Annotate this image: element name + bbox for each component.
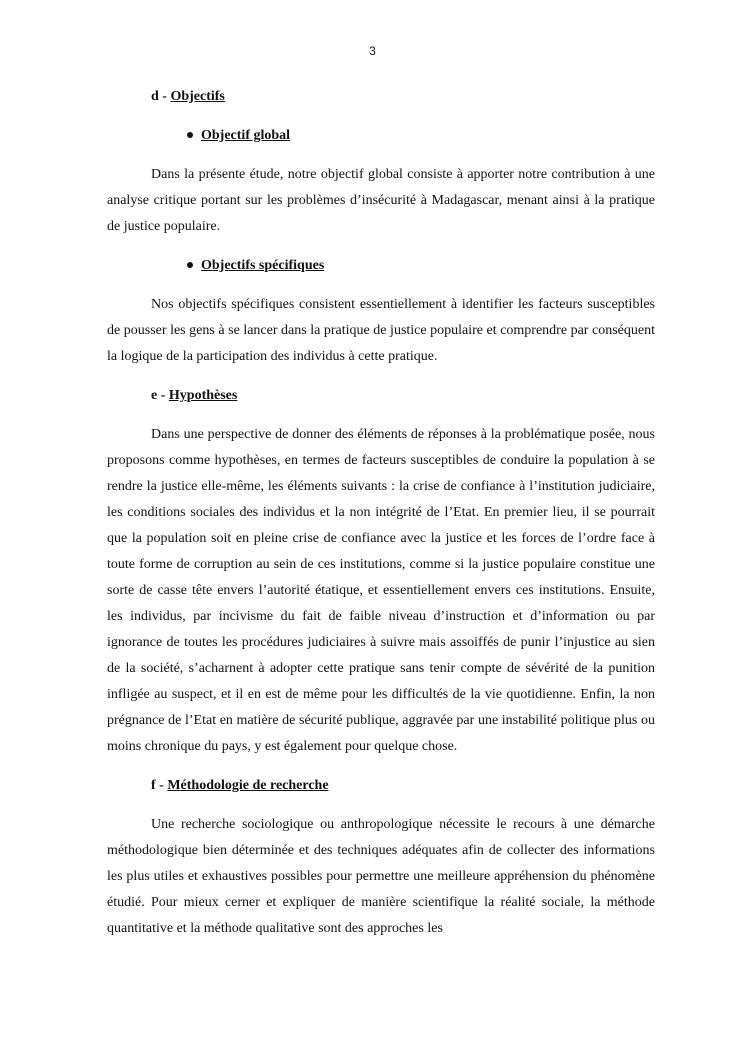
section-d-heading — [107, 84, 655, 110]
objectifs-specifiques-paragraph: Nos objectifs spécifiques consistent essentiellement à identifier les facteurs susceptibles de pousser les gens à se lancer dans la pratique de justice populaire et comprendre par conséquent la logique de la participation des individus à cette pratique. — [107, 297, 655, 364]
section-d-prefix: d - — [151, 89, 171, 104]
methodologie-paragraph: Une recherche sociologique ou anthropologique nécessite le recours à une démarche méthodologique bien déterminée et des techniques adéquates afin de collecter des informations les plus utiles et exhaustives possibles pour permettre une meilleure appréhension du phénomène étudié. Pour mieux cerner et expliquer de manière scientifique la réalité sociale, la méthode quantitative et la méthode qualitative sont des approches les — [107, 817, 655, 936]
objectif-global-heading — [107, 123, 655, 149]
section-e-heading — [107, 383, 655, 409]
section-e-prefix: e - — [151, 388, 169, 403]
section-f-prefix: f - — [151, 778, 168, 793]
section-f-heading — [107, 773, 655, 799]
section-e-title: Hypothèses — [168, 388, 238, 403]
section-d-title: Objectifs — [170, 89, 225, 104]
hypotheses-paragraph: Dans une perspective de donner des éléments de réponses à la problématique posée, nous proposons comme hypothèses, en termes de facteurs susceptibles de conduire la population à se rendre la justice elle-même, les éléments suivants : la crise de confiance à l’institution judiciaire, les conditions sociales des individus et la non intégrité de l’Etat. En premier lieu, il se pourrait que la population soit en pleine crise de confiance avec la justice et les forces de l’ordre face à toute forme de corruption au sein de ces institutions, comme si la justice populaire constitue une sorte de casse tête envers l’autorité étatique, et essentiellement envers ces institutions. Ensuite, les individus, par incivisme du fait de faible niveau d’instruction et d’information ou par ignorance de toutes les procédures judiciaires à suivre mais assoiffés de punir l’injustice au sien de la société, s’acharnent à adopter cette pratique sans tenir compte de sévérité de la punition infligée au suspect, et il en est de même pour les difficultés de la vie quotidienne. Enfin, la non prégnance de l’Etat en matière de sécurité publique, aggravée par une instabilité politique plus ou moins chronique du pays, y est également pour quelque chose. — [107, 427, 655, 754]
bullet-icon — [187, 262, 193, 268]
objectif-global-title: Objectif global — [201, 128, 291, 143]
document-body — [107, 84, 655, 942]
page-number: 3 — [369, 44, 376, 58]
objectif-global-paragraph: Dans la présente étude, notre objectif global consiste à apporter notre contribution à une analyse critique portant sur les problèmes d’insécurité à Madagascar, menant ainsi à la pratique de justice populaire. — [107, 167, 655, 234]
objectifs-specifiques-title: Objectifs spécifiques — [201, 258, 325, 273]
bullet-icon — [187, 132, 193, 138]
section-f-title: Méthodologie de recherche — [167, 778, 329, 793]
objectifs-specifiques-heading — [107, 253, 655, 279]
